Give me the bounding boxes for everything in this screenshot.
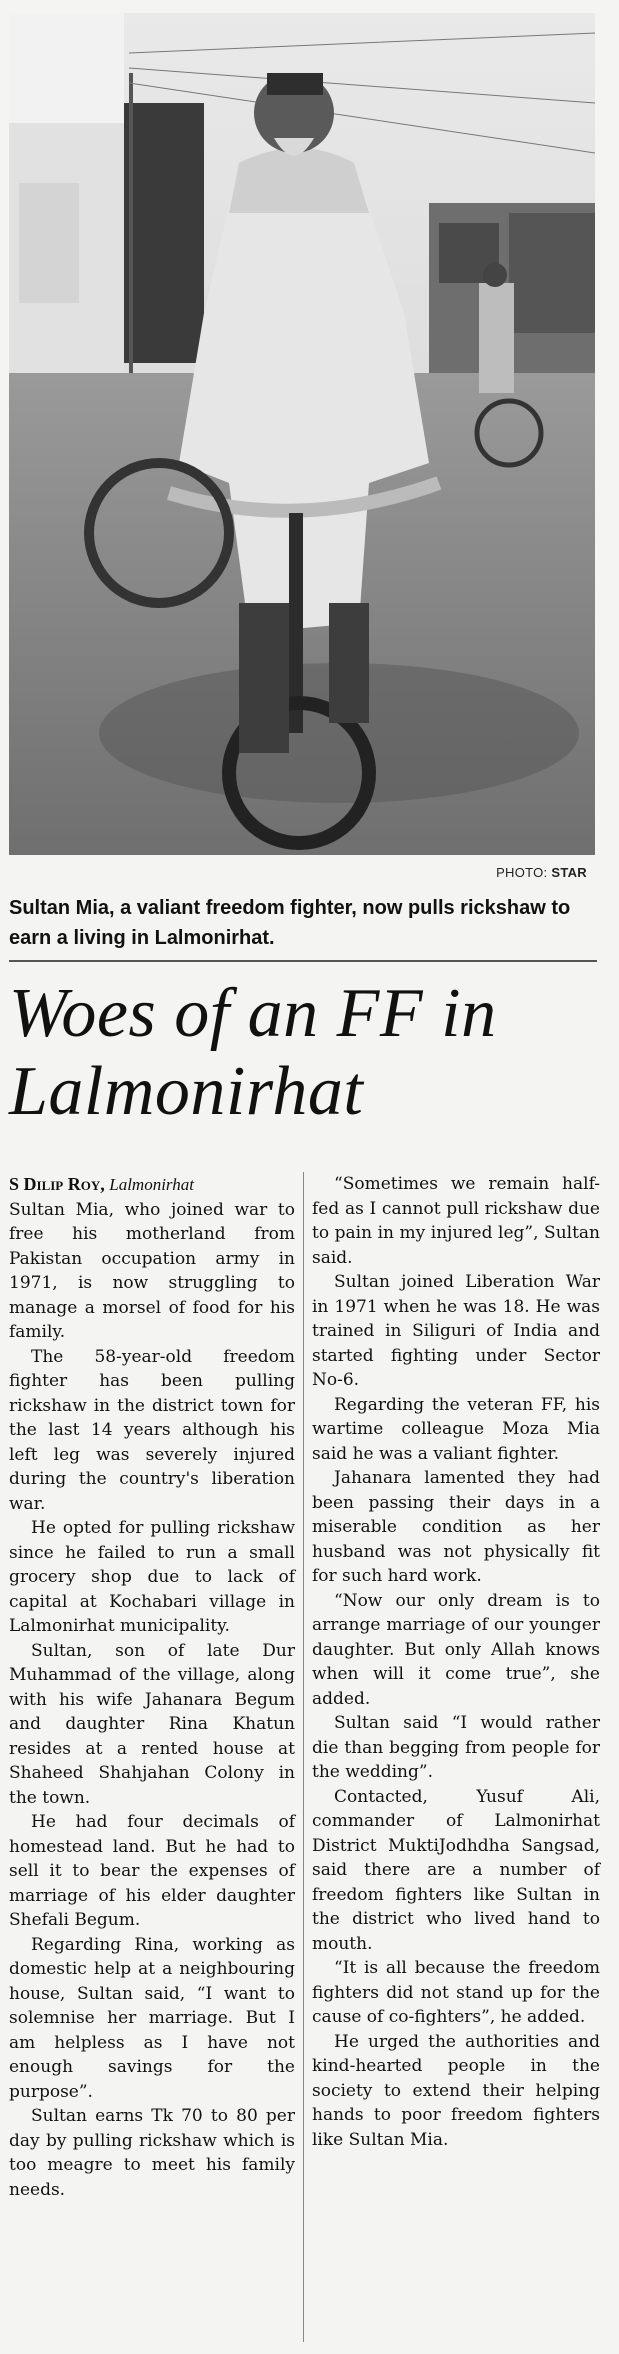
paragraph: He opted for pulling rickshaw since he failed to run a small grocery shop due to lack of capital at Kochabari village in Lalmonirhat municipality. — [9, 1518, 295, 1636]
photo-credit — [496, 865, 587, 880]
paragraph: Contacted, Yusuf Ali, commander of Lalmonirhat District MuktiJodhdha Sangsad, said there are a number of freedom fighters like Sultan in the district who lived hand to mouth. — [312, 1786, 600, 1954]
byline-author: S Dilip Roy — [9, 1174, 101, 1194]
photo-caption: Sultan Mia, a valiant freedom fighter, now pulls rickshaw to earn a living in Lalmonirhat. — [9, 897, 571, 949]
byline: S Dilip Roy, Lalmonirhat — [9, 1174, 194, 1194]
paragraph: Jahanara lamented they had been passing their days in a miserable condition as her husband was not physically fit for such hard work. — [312, 1468, 600, 1586]
paragraph: The 58-year-old freedom fighter has been pulling rickshaw in the district town for the last 14 years although his left leg was severely injured during the country's liberation war. — [9, 1346, 295, 1514]
news-photo — [9, 13, 595, 855]
photo-credit-prefix: PHOTO: — [496, 865, 552, 880]
caption-divider — [9, 960, 597, 962]
paragraph: He urged the authorities and kind-hearted people in the society to extend their helping hands to poor freedom fighters like Sultan Mia. — [312, 2031, 600, 2150]
paragraph: He had four decimals of homestead land. But he had to sell it to bear the expenses of marriage of his elder daughter Shefali Begum. — [9, 1812, 295, 1930]
paragraph: Sultan earns Tk 70 to 80 per day by pulling rickshaw which is too meagre to meet his family needs. — [9, 2106, 295, 2200]
byline-location: Lalmonirhat — [109, 1175, 194, 1194]
paragraph: Regarding the veteran FF, his wartime colleague Moza Mia said he was a valiant fighter. — [312, 1394, 600, 1464]
article-headline: Woes of an FF in Lalmonirhat — [9, 975, 497, 1130]
paragraph: Sultan Mia, who joined war to free his motherland from Pakistan occupation army in 1971, is now struggling to manage a morsel of food for his family. — [9, 1199, 295, 1342]
paragraph: “It is all because the freedom fighters did not stand up for the cause of co-fighters”, he added. — [312, 1958, 600, 2027]
paragraph: Sultan said “I would rather die than begging from people for the wedding”. — [312, 1713, 600, 1782]
photo-credit-source: STAR — [551, 865, 587, 880]
paragraph: Sultan, son of late Dur Muhammad of the village, along with his wife Jahanara Begum and daughter Rina Khatun resides at a rented house at Shaheed Shahjahan Colony in the town. — [9, 1640, 295, 1808]
column-divider — [303, 1172, 304, 2342]
paragraph: “Now our only dream is to arrange marriage of our younger daughter. But only Allah knows when will it come true”, she added. — [312, 1590, 600, 1709]
article-column-left — [9, 1172, 295, 2202]
article-column-right — [312, 1172, 600, 2152]
paragraph: Regarding Rina, working as domestic help at a neighbouring house, Sultan said, “I want to solemnise her marriage. But I am helpless as I have not enough savings for the purpose”. — [9, 1934, 295, 2102]
rickshaw-photo-illustration — [9, 13, 595, 855]
paragraph: “Sometimes we remain half-fed as I cannot pull rickshaw due to pain in my injured leg”, Sultan said. — [312, 1174, 600, 1268]
paragraph: Sultan joined Liberation War in 1971 when he was 18. He was trained in Siliguri of India and started fighting under Sector No-6. — [312, 1272, 600, 1390]
